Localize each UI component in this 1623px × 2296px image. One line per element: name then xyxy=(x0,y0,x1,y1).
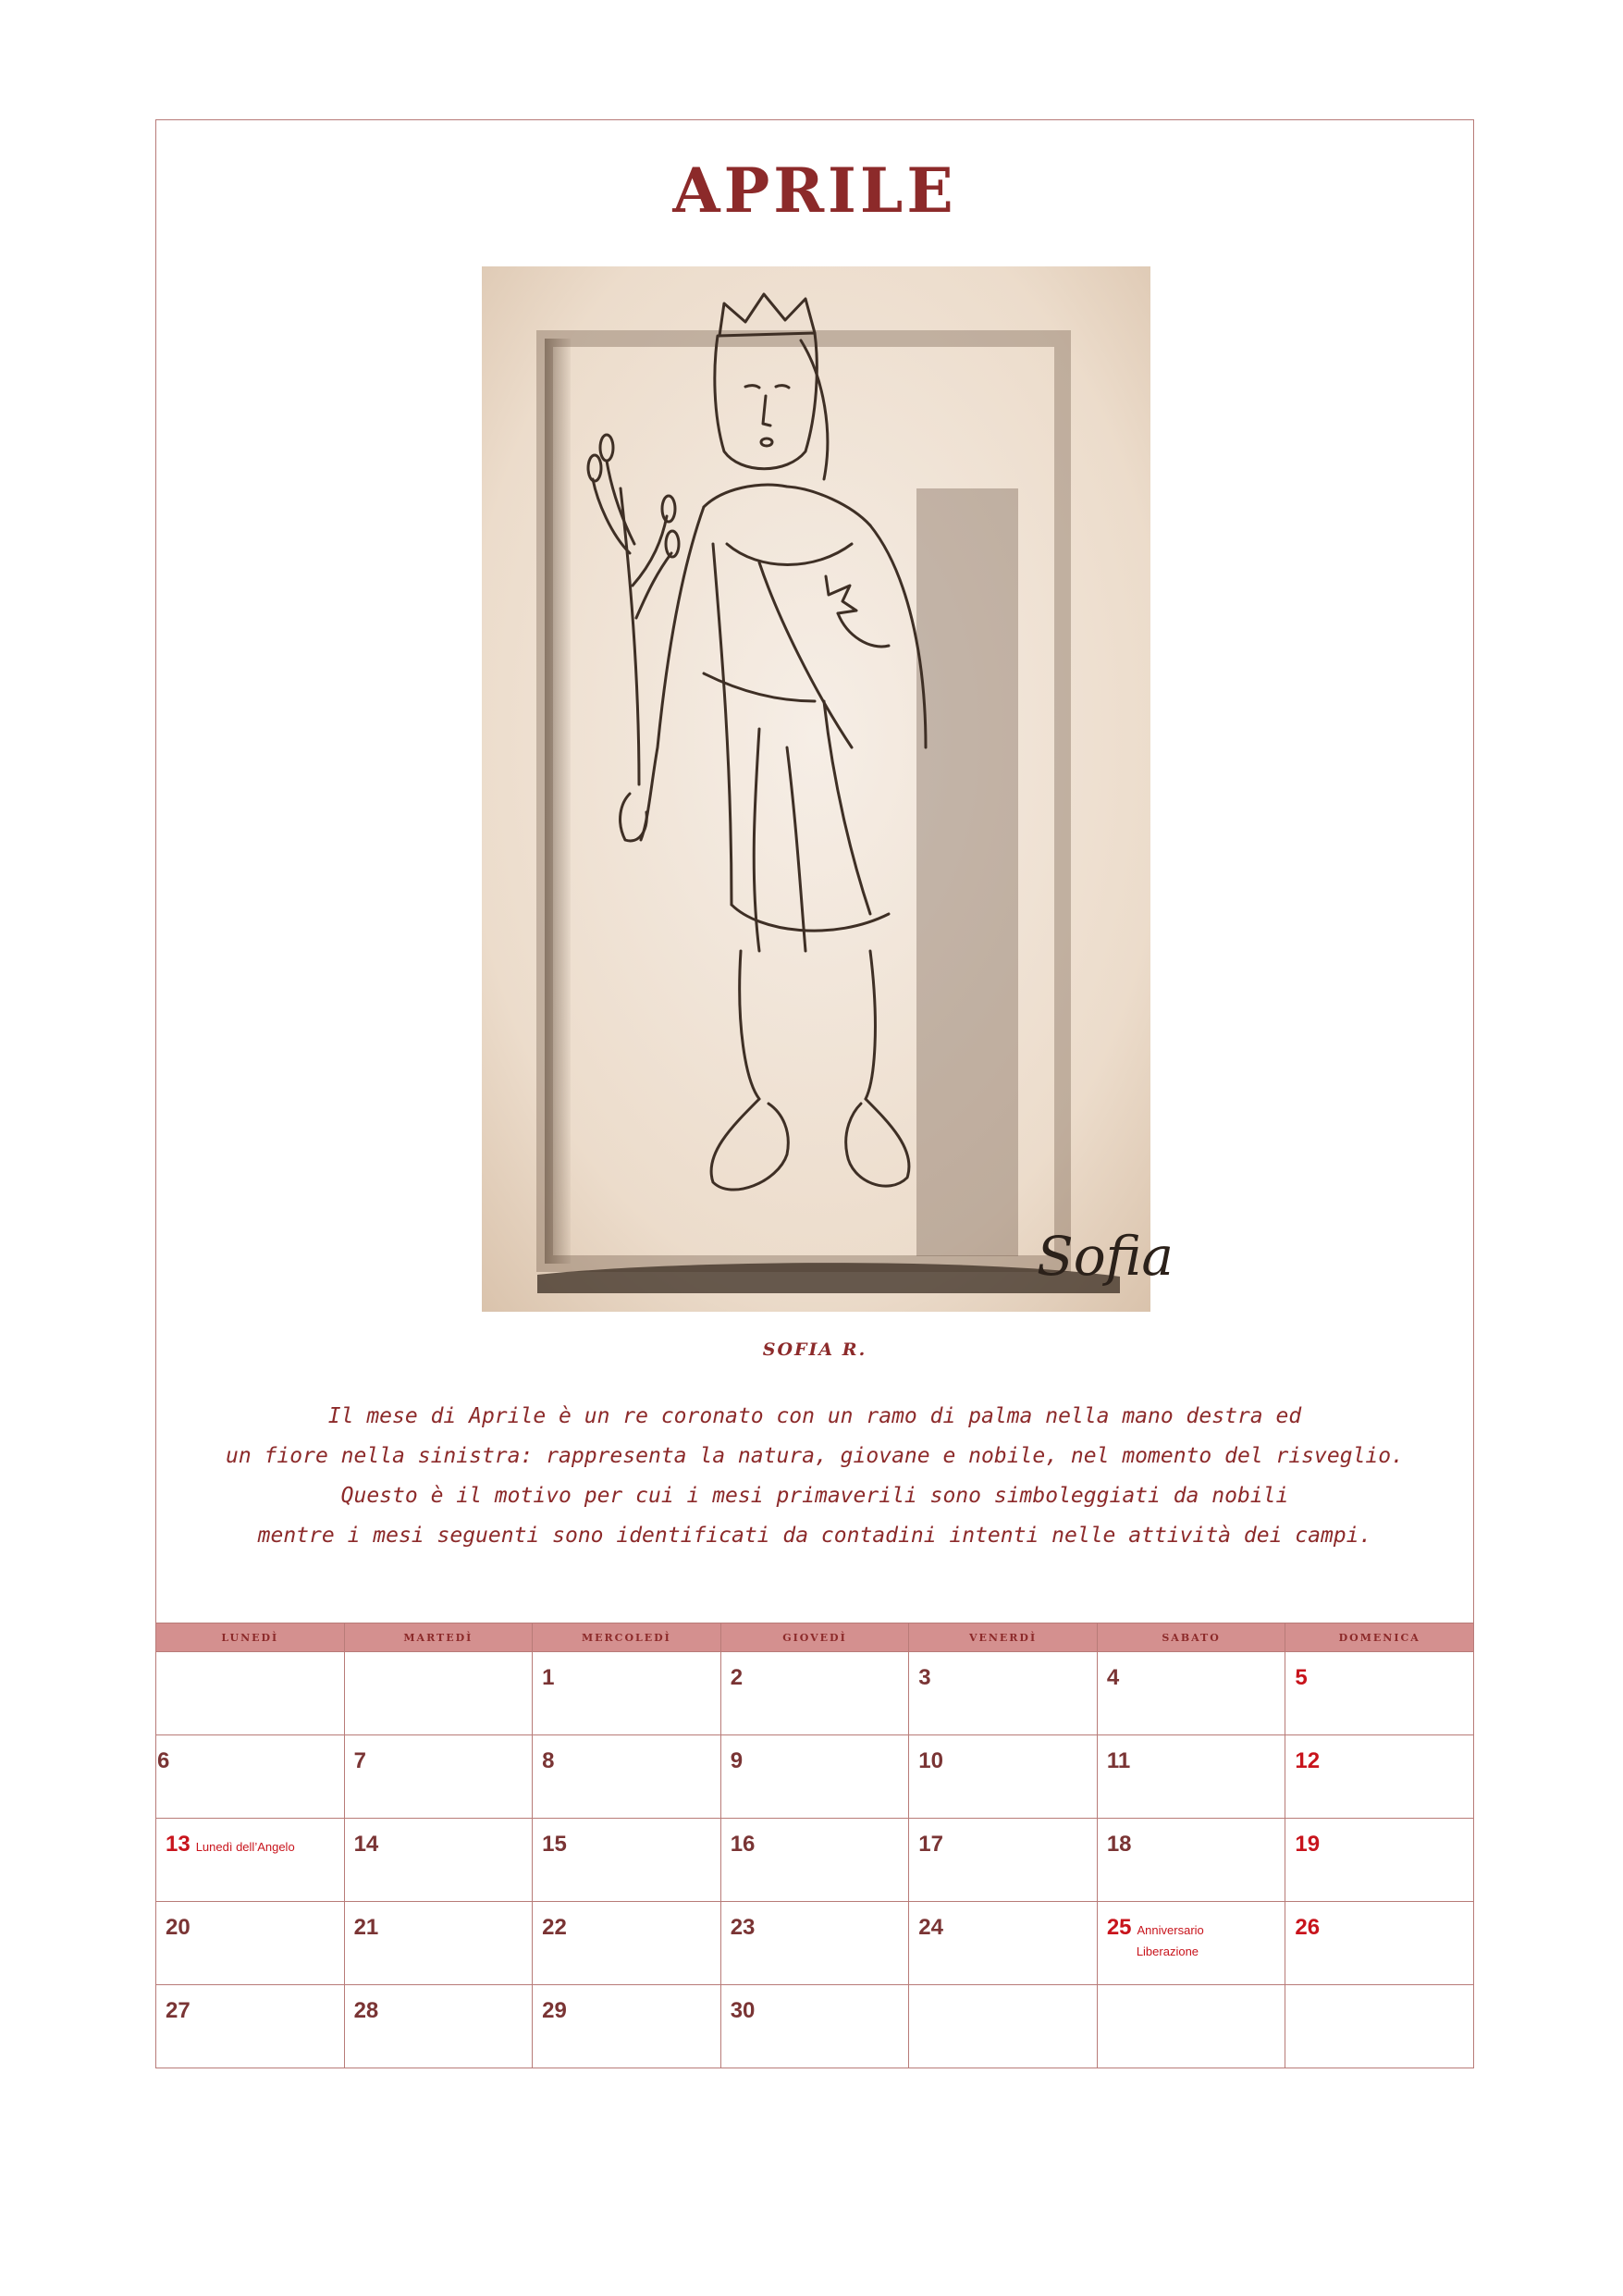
caption-line: un fiore nella sinistra: rappresenta la natura, giovane e nobile, nel momento del risveglio. xyxy=(226,1444,1404,1468)
day-number xyxy=(731,1832,756,1858)
day-cell xyxy=(156,1819,345,1902)
day-number xyxy=(731,1915,756,1941)
day-number-text: 23 xyxy=(730,1915,756,1940)
day-number-text: 25 xyxy=(1106,1915,1132,1940)
day-number xyxy=(166,1832,295,1858)
weekday-header: MARTEDÌ xyxy=(344,1623,533,1652)
day-cell xyxy=(1097,1652,1285,1735)
day-cell xyxy=(156,1735,345,1819)
week-row xyxy=(156,1819,1474,1902)
day-number-text: 5 xyxy=(1295,1665,1308,1690)
holiday-note-continued: Liberazione xyxy=(1136,1944,1199,1958)
day-cell xyxy=(720,1902,909,1985)
empty-day-cell xyxy=(1285,1985,1474,2068)
day-number-text: 4 xyxy=(1106,1665,1120,1690)
month-description xyxy=(156,1397,1473,1556)
day-number-text: 17 xyxy=(918,1832,943,1857)
empty-day-cell xyxy=(909,1985,1098,2068)
day-number-text: 7 xyxy=(353,1748,366,1773)
day-number xyxy=(1107,1665,1119,1691)
day-number xyxy=(1107,1832,1132,1858)
day-cell xyxy=(909,1652,1098,1735)
day-cell xyxy=(533,1985,721,2068)
day-cell xyxy=(909,1902,1098,1985)
caption-line: mentre i mesi seguenti sono identificati da contadini intenti nelle attività dei campi. xyxy=(257,1524,1372,1548)
day-cell xyxy=(533,1652,721,1735)
calendar-grid xyxy=(155,1623,1474,2068)
weekday-header: MERCOLEDÌ xyxy=(533,1623,721,1652)
day-cell xyxy=(720,1652,909,1735)
day-cell xyxy=(1285,1735,1474,1819)
day-number xyxy=(542,1915,567,1941)
day-number-text: 28 xyxy=(353,1998,379,2023)
artwork-signature: Sofia xyxy=(1037,1225,1174,1288)
day-number xyxy=(542,1998,567,2024)
day-number-text: 1 xyxy=(542,1665,555,1690)
day-number-text: 22 xyxy=(542,1915,567,1940)
day-number xyxy=(354,1915,379,1941)
day-number-text: 16 xyxy=(730,1832,756,1857)
day-cell xyxy=(720,1735,909,1819)
day-cell xyxy=(720,1819,909,1902)
day-number xyxy=(731,1748,743,1774)
day-number xyxy=(1295,1832,1320,1858)
day-number xyxy=(166,1915,191,1941)
day-cell xyxy=(909,1819,1098,1902)
day-number-text: 3 xyxy=(918,1665,931,1690)
day-cell xyxy=(720,1985,909,2068)
month-title: APRILE xyxy=(672,154,957,227)
day-number-text: 27 xyxy=(166,1998,191,2023)
day-cell xyxy=(344,1819,533,1902)
day-number-text: 21 xyxy=(353,1915,379,1940)
day-number xyxy=(731,1998,756,2024)
day-number xyxy=(1295,1665,1307,1691)
day-number xyxy=(1107,1748,1130,1774)
day-cell xyxy=(156,1985,345,2068)
day-number-text: 10 xyxy=(918,1748,943,1773)
day-number xyxy=(542,1665,554,1691)
day-number xyxy=(1295,1748,1320,1774)
day-number-text: 11 xyxy=(1106,1748,1131,1773)
day-cell xyxy=(344,1985,533,2068)
day-number-text: 19 xyxy=(1295,1832,1321,1857)
day-number-text: 8 xyxy=(542,1748,555,1773)
week-row xyxy=(156,1652,1474,1735)
day-number-text: 20 xyxy=(166,1915,191,1940)
day-cell xyxy=(1285,1819,1474,1902)
empty-day-cell xyxy=(344,1652,533,1735)
day-number-text: 18 xyxy=(1106,1832,1132,1857)
empty-day-cell xyxy=(156,1652,345,1735)
day-number-text: 24 xyxy=(918,1915,943,1940)
day-cell xyxy=(344,1735,533,1819)
day-number xyxy=(918,1832,943,1858)
day-number-text: 14 xyxy=(353,1832,379,1857)
day-cell xyxy=(1285,1902,1474,1985)
day-cell xyxy=(1285,1652,1474,1735)
weekday-header: DOMENICA xyxy=(1285,1623,1474,1652)
day-number-text: 15 xyxy=(542,1832,567,1857)
empty-day-cell xyxy=(1097,1985,1285,2068)
day-number xyxy=(918,1915,943,1941)
day-number-text: 26 xyxy=(1295,1915,1321,1940)
day-number-text: 29 xyxy=(542,1998,567,2023)
day-cell xyxy=(533,1735,721,1819)
day-cell xyxy=(533,1819,721,1902)
day-number-text: 13 xyxy=(166,1832,191,1857)
day-number xyxy=(166,1998,191,2024)
day-number-text: 9 xyxy=(730,1748,744,1773)
weekday-header: LUNEDÌ xyxy=(156,1623,345,1652)
day-number xyxy=(354,1832,379,1858)
week-row xyxy=(156,1985,1474,2068)
day-cell xyxy=(909,1735,1098,1819)
day-number xyxy=(354,1998,379,2024)
day-number-text: 30 xyxy=(730,1998,756,2023)
caption-line: Il mese di Aprile è un re coronato con un ramo di palma nella mano destra ed xyxy=(327,1404,1302,1428)
day-number xyxy=(1295,1915,1320,1941)
weekday-header: SABATO xyxy=(1097,1623,1285,1652)
week-row xyxy=(156,1902,1474,1985)
day-cell xyxy=(1097,1735,1285,1819)
day-number xyxy=(731,1665,743,1691)
calendar-body xyxy=(156,1652,1474,2068)
holiday-note: Anniversario xyxy=(1137,1923,1204,1937)
day-cell xyxy=(344,1902,533,1985)
day-number xyxy=(1107,1915,1204,1941)
day-cell xyxy=(1097,1819,1285,1902)
weekday-header-row xyxy=(156,1623,1474,1652)
day-number xyxy=(542,1832,567,1858)
weekday-header: GIOVEDÌ xyxy=(720,1623,909,1652)
day-number xyxy=(918,1665,930,1691)
day-number-text: 6 xyxy=(157,1748,170,1773)
day-cell xyxy=(156,1902,345,1985)
day-number xyxy=(542,1748,554,1774)
day-number xyxy=(354,1748,366,1774)
day-number xyxy=(157,1748,169,1774)
calendar-page xyxy=(155,119,1474,2068)
artwork-drawing xyxy=(482,266,1174,1312)
day-number-text: 12 xyxy=(1295,1748,1321,1773)
caption-line: Questo è il motivo per cui i mesi primaverili sono simboleggiati da nobili xyxy=(340,1484,1289,1508)
day-number xyxy=(918,1748,943,1774)
day-cell xyxy=(533,1902,721,1985)
holiday-note: Lunedì dell’Angelo xyxy=(195,1840,295,1854)
day-cell xyxy=(1097,1902,1285,1985)
artist-credit: SOFIA R. xyxy=(762,1339,867,1360)
day-number-text: 2 xyxy=(730,1665,744,1690)
weekday-header: VENERDÌ xyxy=(909,1623,1098,1652)
week-row xyxy=(156,1735,1474,1819)
